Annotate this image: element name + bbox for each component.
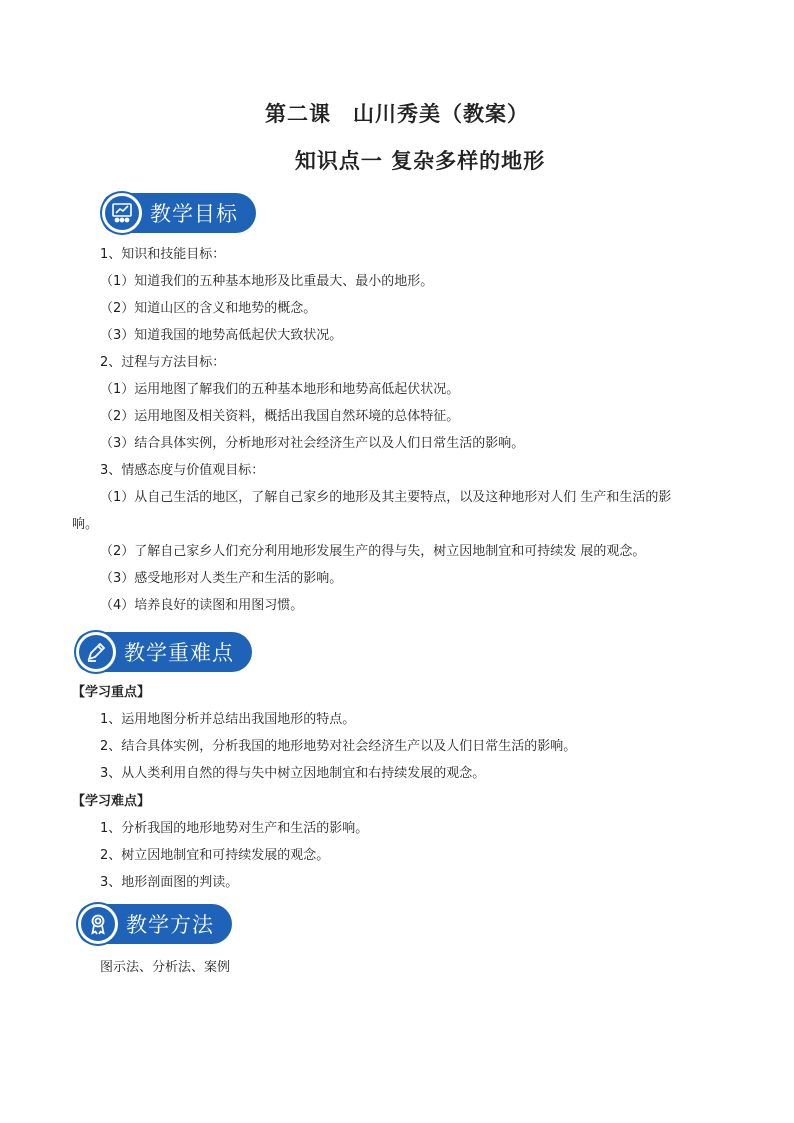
objective-line: 2、过程与方法目标： bbox=[100, 355, 226, 370]
section-heading-label: 教学目标 bbox=[150, 202, 238, 226]
objective-line: 响。 bbox=[72, 517, 99, 532]
pencil-icon bbox=[76, 632, 116, 672]
section-heading-label: 教学重难点 bbox=[124, 641, 234, 665]
presentation-chart-icon bbox=[102, 193, 142, 233]
focus-item: 1、运用地图分析并总结出我国地形的特点。 bbox=[100, 712, 356, 727]
section-heading-keypoints bbox=[76, 632, 252, 672]
objective-line: （1）运用地图了解我们的五种基本地形和地势高低起伏状况。 bbox=[100, 382, 460, 397]
difficulty-item: 1、分析我国的地形地势对生产和生活的影响。 bbox=[100, 821, 369, 836]
award-ribbon-icon bbox=[78, 904, 118, 944]
objective-line: （3）结合具体实例，分析地形对社会经济生产以及人们日常生活的影响。 bbox=[100, 436, 525, 451]
focus-item: 3、从人类利用自然的得与失中树立因地制宜和右持续发展的观念。 bbox=[100, 766, 486, 781]
objective-line: （2）了解自己家乡人们充分利用地形发展生产的得与失，树立因地制宜和可持续发 展的观念。 bbox=[100, 544, 646, 559]
focus-item: 2、结合具体实例，分析我国的地形地势对社会经济生产以及人们日常生活的影响。 bbox=[100, 739, 577, 754]
objective-line: （2）知道山区的含义和地势的概念。 bbox=[100, 301, 317, 316]
focus-label: 【学习重点】 bbox=[72, 685, 151, 700]
methods-text: 图示法、分析法、案例 bbox=[100, 960, 231, 975]
section-heading-label: 教学方法 bbox=[126, 913, 214, 937]
objective-line: （4）培养良好的读图和用图习惯。 bbox=[100, 598, 304, 613]
objective-line: 3、情感态度与价值观目标： bbox=[100, 463, 265, 478]
objective-line: （1）知道我们的五种基本地形及比重最大、最小的地形。 bbox=[100, 274, 434, 289]
objective-line: （3）知道我国的地势高低起伏大致状况。 bbox=[100, 328, 343, 343]
objective-line: （3）感受地形对人类生产和生活的影响。 bbox=[100, 571, 343, 586]
page-title: 第二课 山川秀美（教案） bbox=[265, 101, 529, 126]
section-heading-objectives bbox=[102, 193, 256, 233]
section-heading-methods bbox=[78, 904, 232, 944]
objective-line: （1）从自己生活的地区，了解自己家乡的地形及其主要特点，以及这种地形对人们 生产和生活的影 bbox=[100, 490, 672, 505]
page-subtitle: 知识点一 复杂多样的地形 bbox=[294, 148, 546, 173]
objective-line: （2）运用地图及相关资料，概括出我国自然环境的总体特征。 bbox=[100, 409, 460, 424]
objective-line: 1、知识和技能目标： bbox=[100, 247, 226, 262]
difficulty-item: 3、地形剖面图的判读。 bbox=[100, 875, 239, 890]
difficulty-label: 【学习难点】 bbox=[72, 794, 151, 809]
difficulty-item: 2、树立因地制宜和可持续发展的观念。 bbox=[100, 848, 330, 863]
